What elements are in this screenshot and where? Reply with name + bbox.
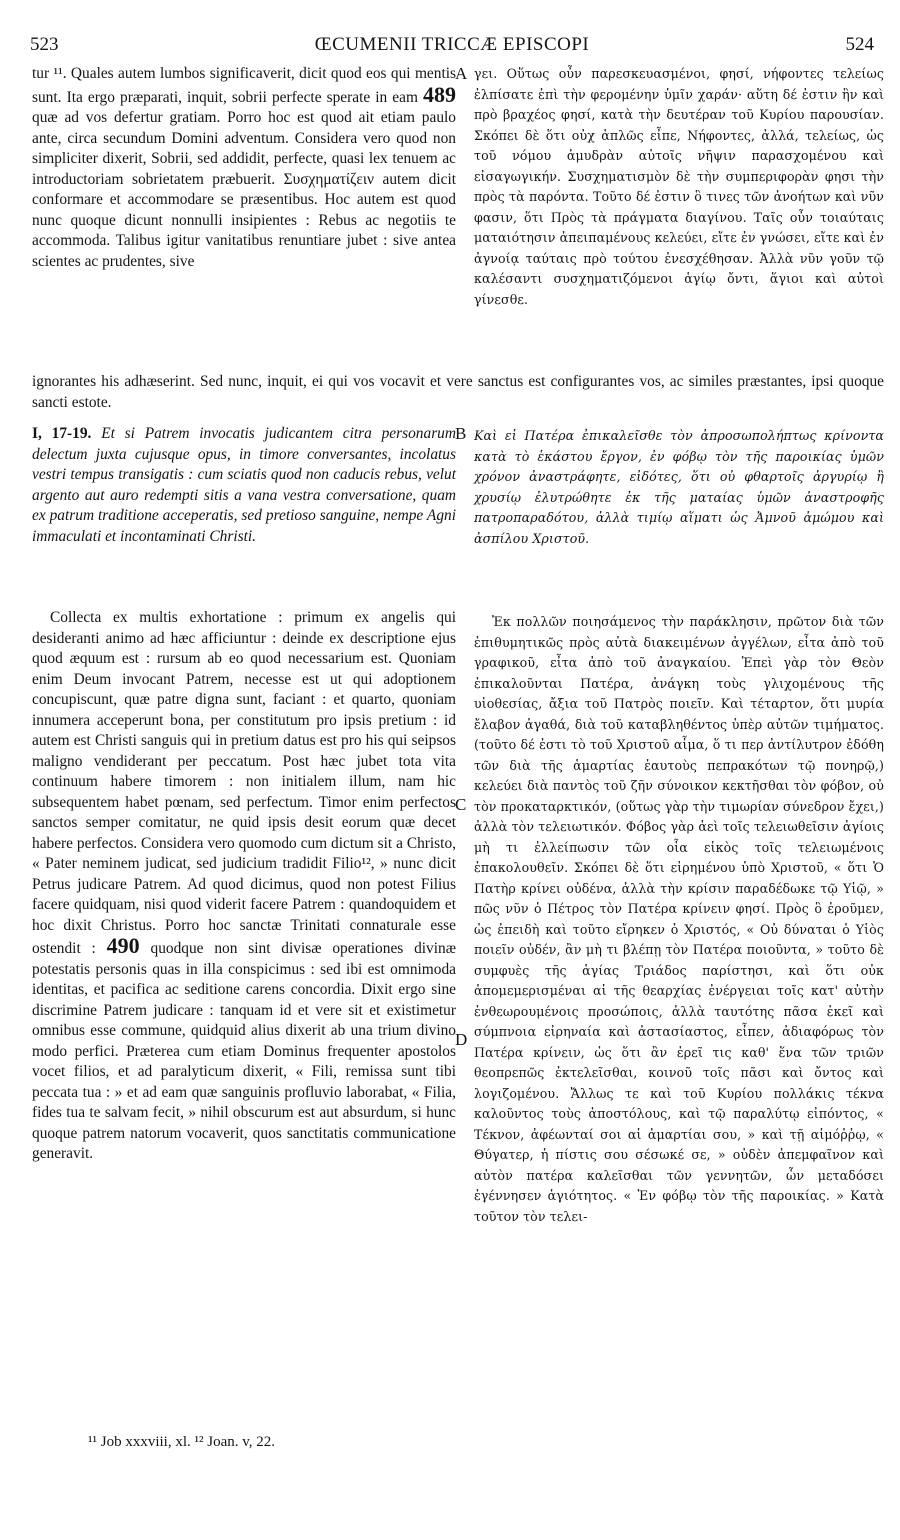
latin-text: tur ¹¹. Quales autem lumbos significaverit, dicit quod eos qui mentis sunt. Ita ergo præparati, inquit, sobrii perfecte sperate in eam — [32, 65, 456, 106]
column-number: 490 — [106, 933, 140, 958]
latin-commentary — [32, 608, 456, 1165]
latin-lemma-text: Et si Patrem invocatis judicantem citra personarum delectum juxta cujusque opus, in timore conversantes, incolatus vestri tempus transigatis : cum sciatis quod non caducis rebus, velut argento aut auro redempti sitis a vana vestra conversatione, quam ex patrum traditione acceperatis, sed pretioso sanguine, nempe Agni immaculati et incontaminati Christi. — [32, 425, 456, 545]
column-number: 489 — [423, 81, 456, 107]
page-number-left: 523 — [30, 34, 59, 55]
greek-column-top — [474, 64, 884, 310]
greek-commentary — [474, 612, 884, 1227]
margin-mark-c: C — [455, 795, 467, 814]
running-title: ŒCUMENII TRICCÆ EPISCOPI — [314, 34, 590, 55]
latin-lemma — [32, 424, 456, 547]
greek-paragraph: Ἐκ πολλῶν ποιησάμενος τὴν παράκλησιν, πρῶτον διὰ τῶν ἐπιθυμητικῶς πρὸς αὐτὰ διακειμένων ἀγγέλων, εἶτα ἀπὸ τοῦ γραφικοῦ, εἶτα ἀπὸ τοῦ ἀναγκαίου. Ἐπεὶ γὰρ τὸν Θεὸν ἐπικαλοῦνται Πατέρα, ἀνάγκη τοὺς γλιχομένους τῆς υἱοθεσίας, ἄξια τοῦ Πατρὸς ποιεῖν. Καὶ τέταρτον, ὅτι μυρία ἔλαβον ἀγαθά, διὰ τοῦ καταβληθέντος ὑπὲρ αὐτῶν τιμήματος. (τοῦτο δέ ἐστι τὸ τοῦ Χριστοῦ αἷμα, ὅ τι περ ἀντίλυτρον ἐδόθη τῶν διὰ τῆς ἁμαρτίας ἑαυτοὺς πεπρακότων τῷ πονηρῷ,) κελεύει διὰ παντὸς τοῦ ζῆν σύνοικον κεκτῆσθαι τὸν φόβον, οὐ τὸν προκαταρκτικόν, (οὕτως γὰρ τὴν τιμωρίαν σύνεδρον ἔχει,) ἀλλὰ τὸν τελειωτικόν. Φόβος γὰρ ἀεὶ τοῖς τελειωθεῖσιν ἁγίοις μὴ τι ἐλλείπωσιν τῶν οἷα εἰκὸς τοῖς τελειωμένοις ἐπακολουθεῖν. Σκόπει δὲ ὅτι εἰρημένου ὑπὸ Χριστοῦ, « ὅτι Ὁ Πατὴρ κρίνει οὐδένα, ἀλλὰ τὴν κρίσιν παραδέδωκε τῷ Υἱῷ, » πῶς νῦν ὁ Πέτρος τὸν Πατέρα κρίνειν φησί. Πρὸς ὃ ἐροῦμεν, ὡς ἐπειδὴ καὶ τοῦτο εἴρηκεν ὁ Χριστός, « Οὐ δύναται ὁ Υἱὸς ποιεῖν οὐδέν, ἂν μὴ τι βλέπῃ τὸν Πατέρα ποιοῦντα, » τοῦτο δὲ συμφυὲς τῆς ἁγίας Τριάδος παρίστησι, καὶ ὅτι οὐκ ἀπομεμερισμέναι αἱ τῆς θεαρχίας ἐνέργειαι τοῖς κατ' αὐτὴν ἐνθεωρουμένοις προσώποις, ἀλλὰ ταυτότης πᾶσα ἐκεῖ καὶ σύμπνοια εἰρηναία καὶ ἀστασίαστος, εἶπεν, ἀδιαφόρως τὸν Πατέρα κρίνειν, ὡς ὅτι ἂν ἐρεῖ τις καθ' ἕνα τῶν τριῶν θεοπρεπῶς ἐκτελεῖσθαι, κοινοῦ τοῖς πᾶσι καὶ ὄντος καὶ λογιζομένου. Ἄλλως τε καὶ τοῦ Κυρίου πολλάκις τέκνα καλοῦντος τοὺς ἀποστόλους, καὶ τῷ παραλύτῳ εἰπόντος, « Τέκνον, ἀφέωνταί σοι αἱ ἁμαρτίαι σου, » καὶ τῇ αἱμόῤῥῳ, « Θύγατερ, ἡ πίστις σου σέσωκέ σε, » οὐδὲν ἀπεμφαῖνον καὶ αὐτὸν πατέρα καλεῖσθαι τῶν γεννητῶν, ὧν μεταδόσει ἐγέννησεν ἁγιότητος. « Ἐν φόβῳ τὸν τῆς παροικίας. » Κατὰ τοῦτον τὸν τελει- — [474, 614, 884, 1224]
margin-mark-b: B — [455, 424, 467, 443]
greek-lemma — [474, 426, 884, 549]
verse-reference: I, 17-19. — [32, 425, 92, 442]
latin-paragraph — [32, 64, 456, 272]
spanning-line: ignorantes his adhæserint. Sed nunc, inquit, ei qui vos vocavit et vere sanctus est configurantes vos, ac similes præstantes, ipsi quoque sancti estote. — [32, 373, 884, 411]
latin-text: quodque non sint divisæ operationes divinæ potestatis personis quas in illa conspicimus : sed ibi est omnimoda identitas, et pacifica ac seditione carens concordia. Dixit ergo sine discrimine Patrem judicare : tanquam id et vere sit et existimetur omnibus esse commune, quidquid alius dixerit ab una trium divino modo perfici. Præterea cum etiam Dominus frequenter apostolos vocet filios, et ad paralyticum dixerit, « Fili, remissa sunt tibi peccata tua : » et ad eam quæ sanguinis profluvio laborabat, « Filia, fides tua te salvam fecit, » nihil obscurum est aut absurdum, si hunc quoque patrem natorum vocaverit, quos sanctitatis communicatione generavit. — [32, 940, 456, 1162]
latin-text: Collecta ex multis exhortatione : primum ex angelis qui desideranti animo ad hæc afficiuntur : deinde ex descriptione ejus quod æquum est : rursum ab eo quod necessarium est. Quoniam enim Deum invocant Patrem, necesse est ut qui adoptionem concupiscunt, quæ patre digna sunt, faciant : et quarto, quoniam innumera acceperunt bona, per constitutum pro ipsis pretium : id autem est Christi sanguis qui in pretium datus est pro his qui seipsos maligno vendiderant per peccatum. Post hæc jubet tota vita continuum habere timorem : non initialem illum, nam hic subsequentem habet pœnam, sed perfectum. Timor enim perfectos sanctos semper comitatur, ne quid ipsis desit eorum quæ decet habere perfectos. Considera vero quomodo cum dictum sit a Christo, « Pater neminem judicat, sed judicium tradidit Filio¹², » nunc dicit Petrus judicare Patrem. Ad quod dicimus, quod non potest Filius facere quidquam, nisi quod viderit facere Patrem : quandoquidem et hoc dixit Christus. Porro hoc sanctæ Trinitati connaturale esse ostendit : — [32, 609, 456, 957]
latin-text: quæ ad vos defertur gratiam. Porro hoc est quod ait etiam paulo ante, circa secundum Domini adventum. Considera vero quod non simpliciter dixerit, Sobrii, sed addidit, perfecte, quasi lex tenuem ac introductoriam sobrietatem præbuerit. Συσχηματίζειν autem dicit conformare et accommodare se præsentibus. Hoc autem est quod nunc quoque dicunt nonnulli insipientes : Rebus ac negotiis te accommoda. Talibus igitur vanitatibus renuntiare jubet : sive antea scientes ac prudentes, sive — [32, 109, 456, 270]
margin-mark-a: A — [455, 64, 468, 83]
latin-column-top — [32, 64, 456, 272]
page-number-right: 524 — [845, 34, 874, 55]
greek-lemma-text: Καὶ εἰ Πατέρα ἐπικαλεῖσθε τὸν ἀπροσωπολήπτως κρίνοντα κατὰ τὸ ἑκάστου ἔργον, ἐν φόβῳ τὸν τῆς παροικίας ὑμῶν χρόνον ἀναστράφητε, εἰδότες, ὅτι οὐ φθαρτοῖς ἀργυρίῳ ἢ χρυσίῳ ἐλυτρώθητε ἐκ τῆς ματαίας ὑμῶν ἀναστροφῆς πατροπαραδότου, ἀλλὰ τιμίῳ αἵματι ὡς Ἀμνοῦ ἀμώμου καὶ ἀσπίλου Χριστοῦ. — [474, 428, 884, 546]
running-header — [30, 34, 874, 58]
footnotes: ¹¹ Job xxxviii, xl. ¹² Joan. v, 22. — [88, 1434, 276, 1450]
margin-mark-d: D — [455, 1030, 468, 1049]
greek-paragraph: γει. Οὕτως οὖν παρεσκευασμένοι, φησί, νήφοντες τελείως ἐλπίσατε ἐπὶ τὴν φερομένην ὑμῖν χαράν· αὕτη δέ ἐστιν ἣν καὶ πρὸ βραχέος φησί, κατὰ τὴν δευτέραν τοῦ Κυρίου παρουσίαν. Σκόπει δὲ ὅτι οὐχ ἁπλῶς εἶπε, Νήφοντες, ἀλλά, τελείως, ὡς τοῦ νόμου ἀμυδρὰν αὐτοῖς νῆψιν παρασχομένου καὶ εἰσαγωγικήν. Συσχηματισμὸν δὲ τὴν συμπεριφορὰν φησι τὴν πρὸς τὰ παρόντα. Τοῦτο δέ ἐστιν ὃ τινες τῶν ἀνοήτων καὶ νῦν φασιν, ὅτι Πρὸς τὰ πράγματα διαγίνου. Ταῖς οὖν τοιαύταις ματαιότησιν ἀπειπαμένους κελεύει, εἴτε ἐν γνώσει, εἴτε καὶ ἐν ἀγνοίᾳ ταύταις πρὸ τούτου ἐνεσχέθησαν. Ἀλλὰ νῦν γοῦν τῷ καλέσαντι συσχηματιζόμενοι ἁγίῳ ὄντι, ἅγιοι καὶ αὐτοὶ γίνεσθε. — [474, 66, 884, 307]
